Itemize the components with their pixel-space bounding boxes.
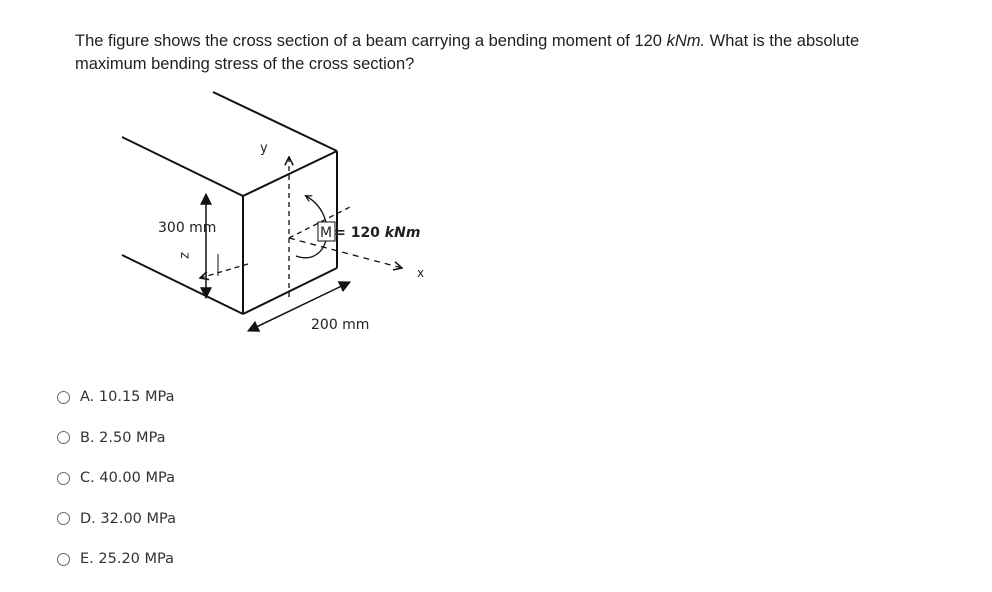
option-d[interactable] [57, 507, 176, 531]
z-axis-arrow [200, 264, 248, 278]
question-text-after: What is the absolute maximum bending stress of the cross section? [75, 32, 860, 73]
question-text-before: The figure shows the cross section of a beam carrying a bending moment of 120 [75, 32, 667, 50]
option-label: E. 25.20 MPa [80, 551, 174, 567]
z-axis-label: z [177, 252, 192, 259]
option-label: A. 10.15 MPa [80, 389, 175, 405]
x-axis-arrow [289, 238, 402, 268]
option-a[interactable] [57, 385, 176, 409]
option-label: D. 32.00 MPa [80, 510, 176, 527]
x-axis-label: x [417, 266, 425, 280]
width-dimension-label: 200 mm [311, 317, 370, 333]
answer-options [57, 385, 176, 588]
option-b[interactable] [57, 426, 176, 450]
radio-icon[interactable] [57, 512, 70, 525]
option-label: B. 2.50 MPa [80, 429, 166, 446]
option-e[interactable] [57, 547, 176, 571]
radio-icon[interactable] [57, 553, 70, 566]
moment-prefix: M [320, 225, 333, 241]
moment-label [320, 225, 420, 241]
y-axis-label: y [260, 141, 268, 156]
radio-icon[interactable] [57, 391, 70, 404]
radio-icon[interactable] [57, 431, 70, 444]
question-unit: kNm. [666, 32, 706, 50]
moment-unit: kNm [384, 225, 421, 241]
beam-body [122, 92, 337, 314]
option-c[interactable] [57, 466, 176, 490]
radio-icon[interactable] [57, 472, 70, 485]
moment-value: = 120 [334, 225, 385, 241]
option-label: C. 40.00 MPa [80, 470, 175, 486]
height-dimension-label: 300 mm [158, 220, 217, 236]
